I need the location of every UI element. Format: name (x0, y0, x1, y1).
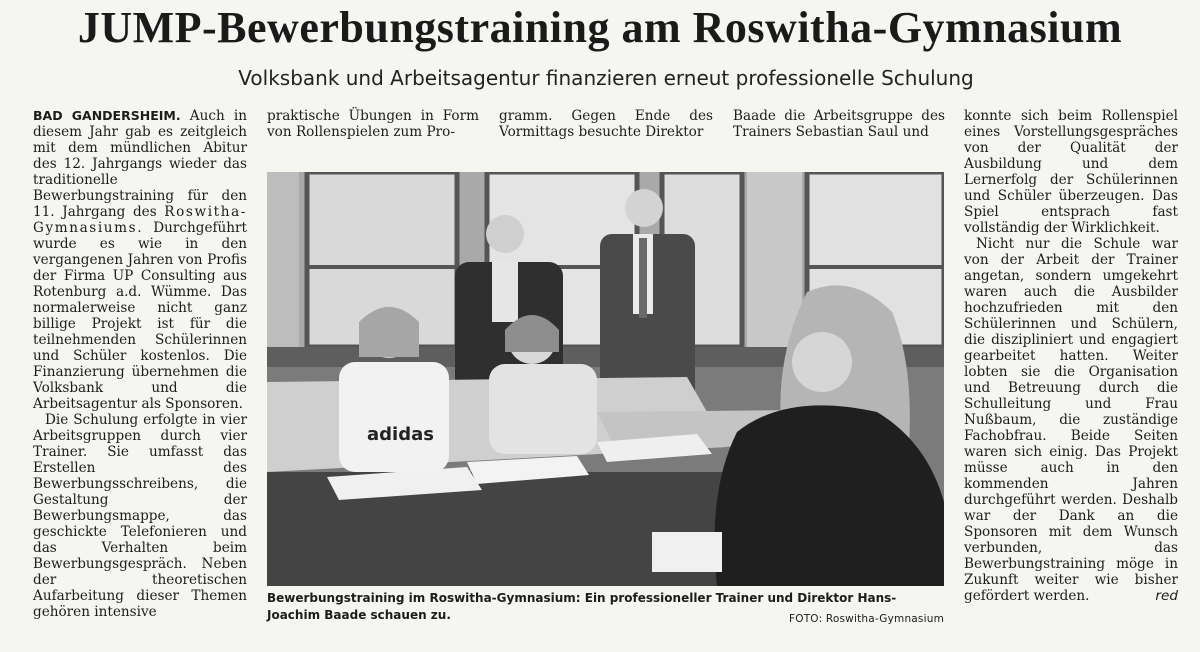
paragraph: Baade die Arbeitsgruppe des Trainers Sebastian Saul und (733, 108, 945, 140)
article-column-4 (733, 108, 945, 140)
headline: JUMP-Bewerbungstraining am Roswitha-Gymnasium (77, 3, 1123, 52)
paragraph: konnte sich beim Rollenspiel eines Vorstellungsgespräches von der Qualität der Ausbildung und dem Lernerfolg der Schülerinnen und Schüler überzeugen. Das Spiel entsprach fast vollständig der Wirklichkeit. (964, 108, 1178, 236)
article-photo (267, 172, 944, 586)
paragraph: gramm. Gegen Ende des Vormittags besuchte Direktor (499, 108, 713, 140)
paragraph: praktische Übungen in Form von Rollenspielen zum Pro- (267, 108, 479, 140)
classroom-photo-illustration (267, 172, 944, 586)
school-name-spaced: Roswitha-Gymnasiums (33, 204, 247, 236)
paragraph (33, 108, 247, 412)
article-column-2 (267, 108, 479, 140)
dateline: BAD GANDERSHEIM. (33, 108, 181, 123)
paragraph-text: Nicht nur die Schule war von der Arbeit der Trainer angetan, sondern umgekehrt waren auch die Ausbilder hochzufrieden mit den Schülerinnen und Schülern, die diszipliniert und engagiert gearbeitet hatten. Weiter lobten sie die Organisation und Betreuung durch die Schulleitung und Frau Nußbaum, die zuständige Fachobfrau. Beide Seiten waren sich einig. Das Projekt müsse auch in den kommenden Jahren durchgeführt werden. Deshalb war der Dank an die Sponsoren mit dem Wunsch verbunden, das Bewerbungstraining möge in Zukunft weiter wie bisher gefördert werden. (964, 236, 1178, 604)
paragraph-text: . Durchgeführt wurde es wie in den vergangenen Jahren von Profis der Firma UP Consulting aus Rotenburg a.d. Wümme. Das normalerweise nicht ganz billige Projekt ist für die teilnehmenden Schülerinnen und Schüler kostenlos. Die Finanzierung übernehmen die Volksbank und die Arbeitsagentur als Sponsoren. (33, 220, 247, 412)
article-column-1 (33, 108, 247, 620)
paragraph-text: Auch in diesem Jahr gab es zeitgleich mit dem mündlichen Abitur des 12. Jahrgangs wieder das traditionelle Bewerbungstraining für den 11. Jahrgang des (33, 108, 247, 220)
subheadline: Volksbank und Arbeitsagentur finanzieren erneut professionelle Schulung (238, 66, 974, 90)
article-column-3 (499, 108, 713, 140)
author-signature: red (1155, 588, 1178, 604)
paragraph: Die Schulung erfolgte in vier Arbeitsgruppen durch vier Trainer. Sie umfasst das Erstellen des Bewerbungsschreibens, die Gestaltung der Bewerbungsmappe, das geschickte Telefonieren und das Verhalten beim Bewerbungsgespräch. Neben der theoretischen Aufarbeitung dieser Themen gehören intensive (33, 412, 247, 620)
article-column-5 (964, 108, 1178, 604)
paragraph (964, 236, 1178, 604)
photo-caption: Bewerbungstraining im Roswitha-Gymnasium: Ein professioneller Trainer und Direktor Hans-Joachim Baade schauen zu. (267, 591, 897, 622)
shirt-print: adidas (367, 424, 434, 445)
photo-credit: FOTO: Roswitha-Gymnasium (788, 613, 944, 625)
